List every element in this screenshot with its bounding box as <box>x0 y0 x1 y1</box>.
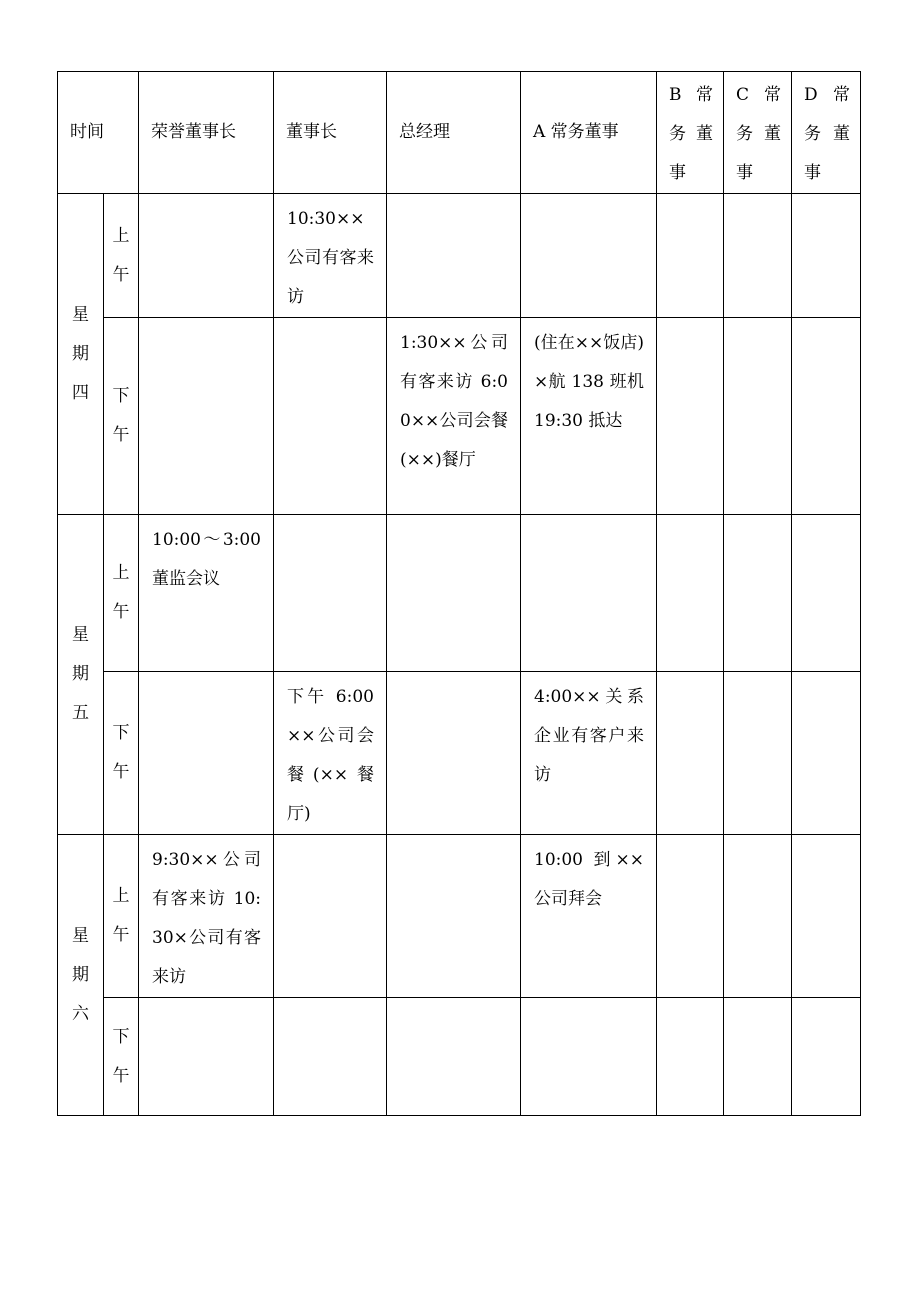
header-time: 时间 <box>58 72 139 194</box>
schedule-cell: 9:30××公司有客来访 10:30×公司有客来访 <box>139 835 274 998</box>
schedule-cell <box>724 998 792 1116</box>
header-chairman: 董事长 <box>274 72 387 194</box>
schedule-cell <box>724 194 792 318</box>
schedule-cell <box>274 835 387 998</box>
schedule-cell <box>139 998 274 1116</box>
table-row <box>58 194 861 318</box>
schedule-cell: (住在××饭店)×航 138 班机 19:30 抵达 <box>521 318 657 515</box>
period-label: 下午 <box>104 672 139 835</box>
schedule-cell <box>657 318 724 515</box>
schedule-cell <box>139 672 274 835</box>
schedule-cell: 1:30××公司有客来访 6:00××公司会餐(××)餐厅 <box>387 318 521 515</box>
schedule-cell <box>792 515 861 672</box>
schedule-cell <box>792 835 861 998</box>
period-label: 上午 <box>104 515 139 672</box>
schedule-cell <box>657 998 724 1116</box>
schedule-cell <box>792 998 861 1116</box>
schedule-cell: 下午 6:00 ××公司会餐(××餐厅) <box>274 672 387 835</box>
schedule-cell <box>387 998 521 1116</box>
schedule-cell <box>387 672 521 835</box>
schedule-cell <box>387 194 521 318</box>
table-row <box>58 672 861 835</box>
header-director-a: A 常务董事 <box>521 72 657 194</box>
schedule-cell <box>521 998 657 1116</box>
schedule-cell <box>657 515 724 672</box>
header-general-manager: 总经理 <box>387 72 521 194</box>
schedule-cell <box>657 672 724 835</box>
schedule-cell <box>657 835 724 998</box>
schedule-cell <box>657 194 724 318</box>
day-label: 星期五 <box>58 515 104 835</box>
schedule-cell: 4:00××关系企业有客户来访 <box>521 672 657 835</box>
table-row <box>58 318 861 515</box>
header-director-b: B 常务董事 <box>657 72 724 194</box>
day-label: 星期四 <box>58 194 104 515</box>
schedule-cell <box>724 835 792 998</box>
schedule-cell <box>139 318 274 515</box>
table-row <box>58 998 861 1116</box>
period-label: 下午 <box>104 998 139 1116</box>
table-row <box>58 515 861 672</box>
schedule-cell <box>521 194 657 318</box>
schedule-cell <box>387 835 521 998</box>
table-row <box>58 835 861 998</box>
schedule-cell: 10:30××公司有客来访 <box>274 194 387 318</box>
schedule-cell <box>274 515 387 672</box>
day-label: 星期六 <box>58 835 104 1116</box>
schedule-cell <box>792 672 861 835</box>
schedule-cell: 10:00～3:00 董监会议 <box>139 515 274 672</box>
period-label: 上午 <box>104 194 139 318</box>
schedule-cell <box>724 672 792 835</box>
schedule-cell <box>792 318 861 515</box>
schedule-cell <box>724 318 792 515</box>
schedule-cell: 10:00 到××公司拜会 <box>521 835 657 998</box>
schedule-cell <box>387 515 521 672</box>
schedule-cell <box>724 515 792 672</box>
schedule-cell <box>521 515 657 672</box>
schedule-cell <box>792 194 861 318</box>
header-honorary-chairman: 荣誉董事长 <box>139 72 274 194</box>
header-row <box>58 72 861 194</box>
schedule-table <box>57 71 861 1116</box>
header-director-c: C 常务董事 <box>724 72 792 194</box>
period-label: 上午 <box>104 835 139 998</box>
schedule-cell <box>139 194 274 318</box>
header-director-d: D 常务董事 <box>792 72 861 194</box>
schedule-cell <box>274 998 387 1116</box>
period-label: 下午 <box>104 318 139 515</box>
schedule-cell <box>274 318 387 515</box>
